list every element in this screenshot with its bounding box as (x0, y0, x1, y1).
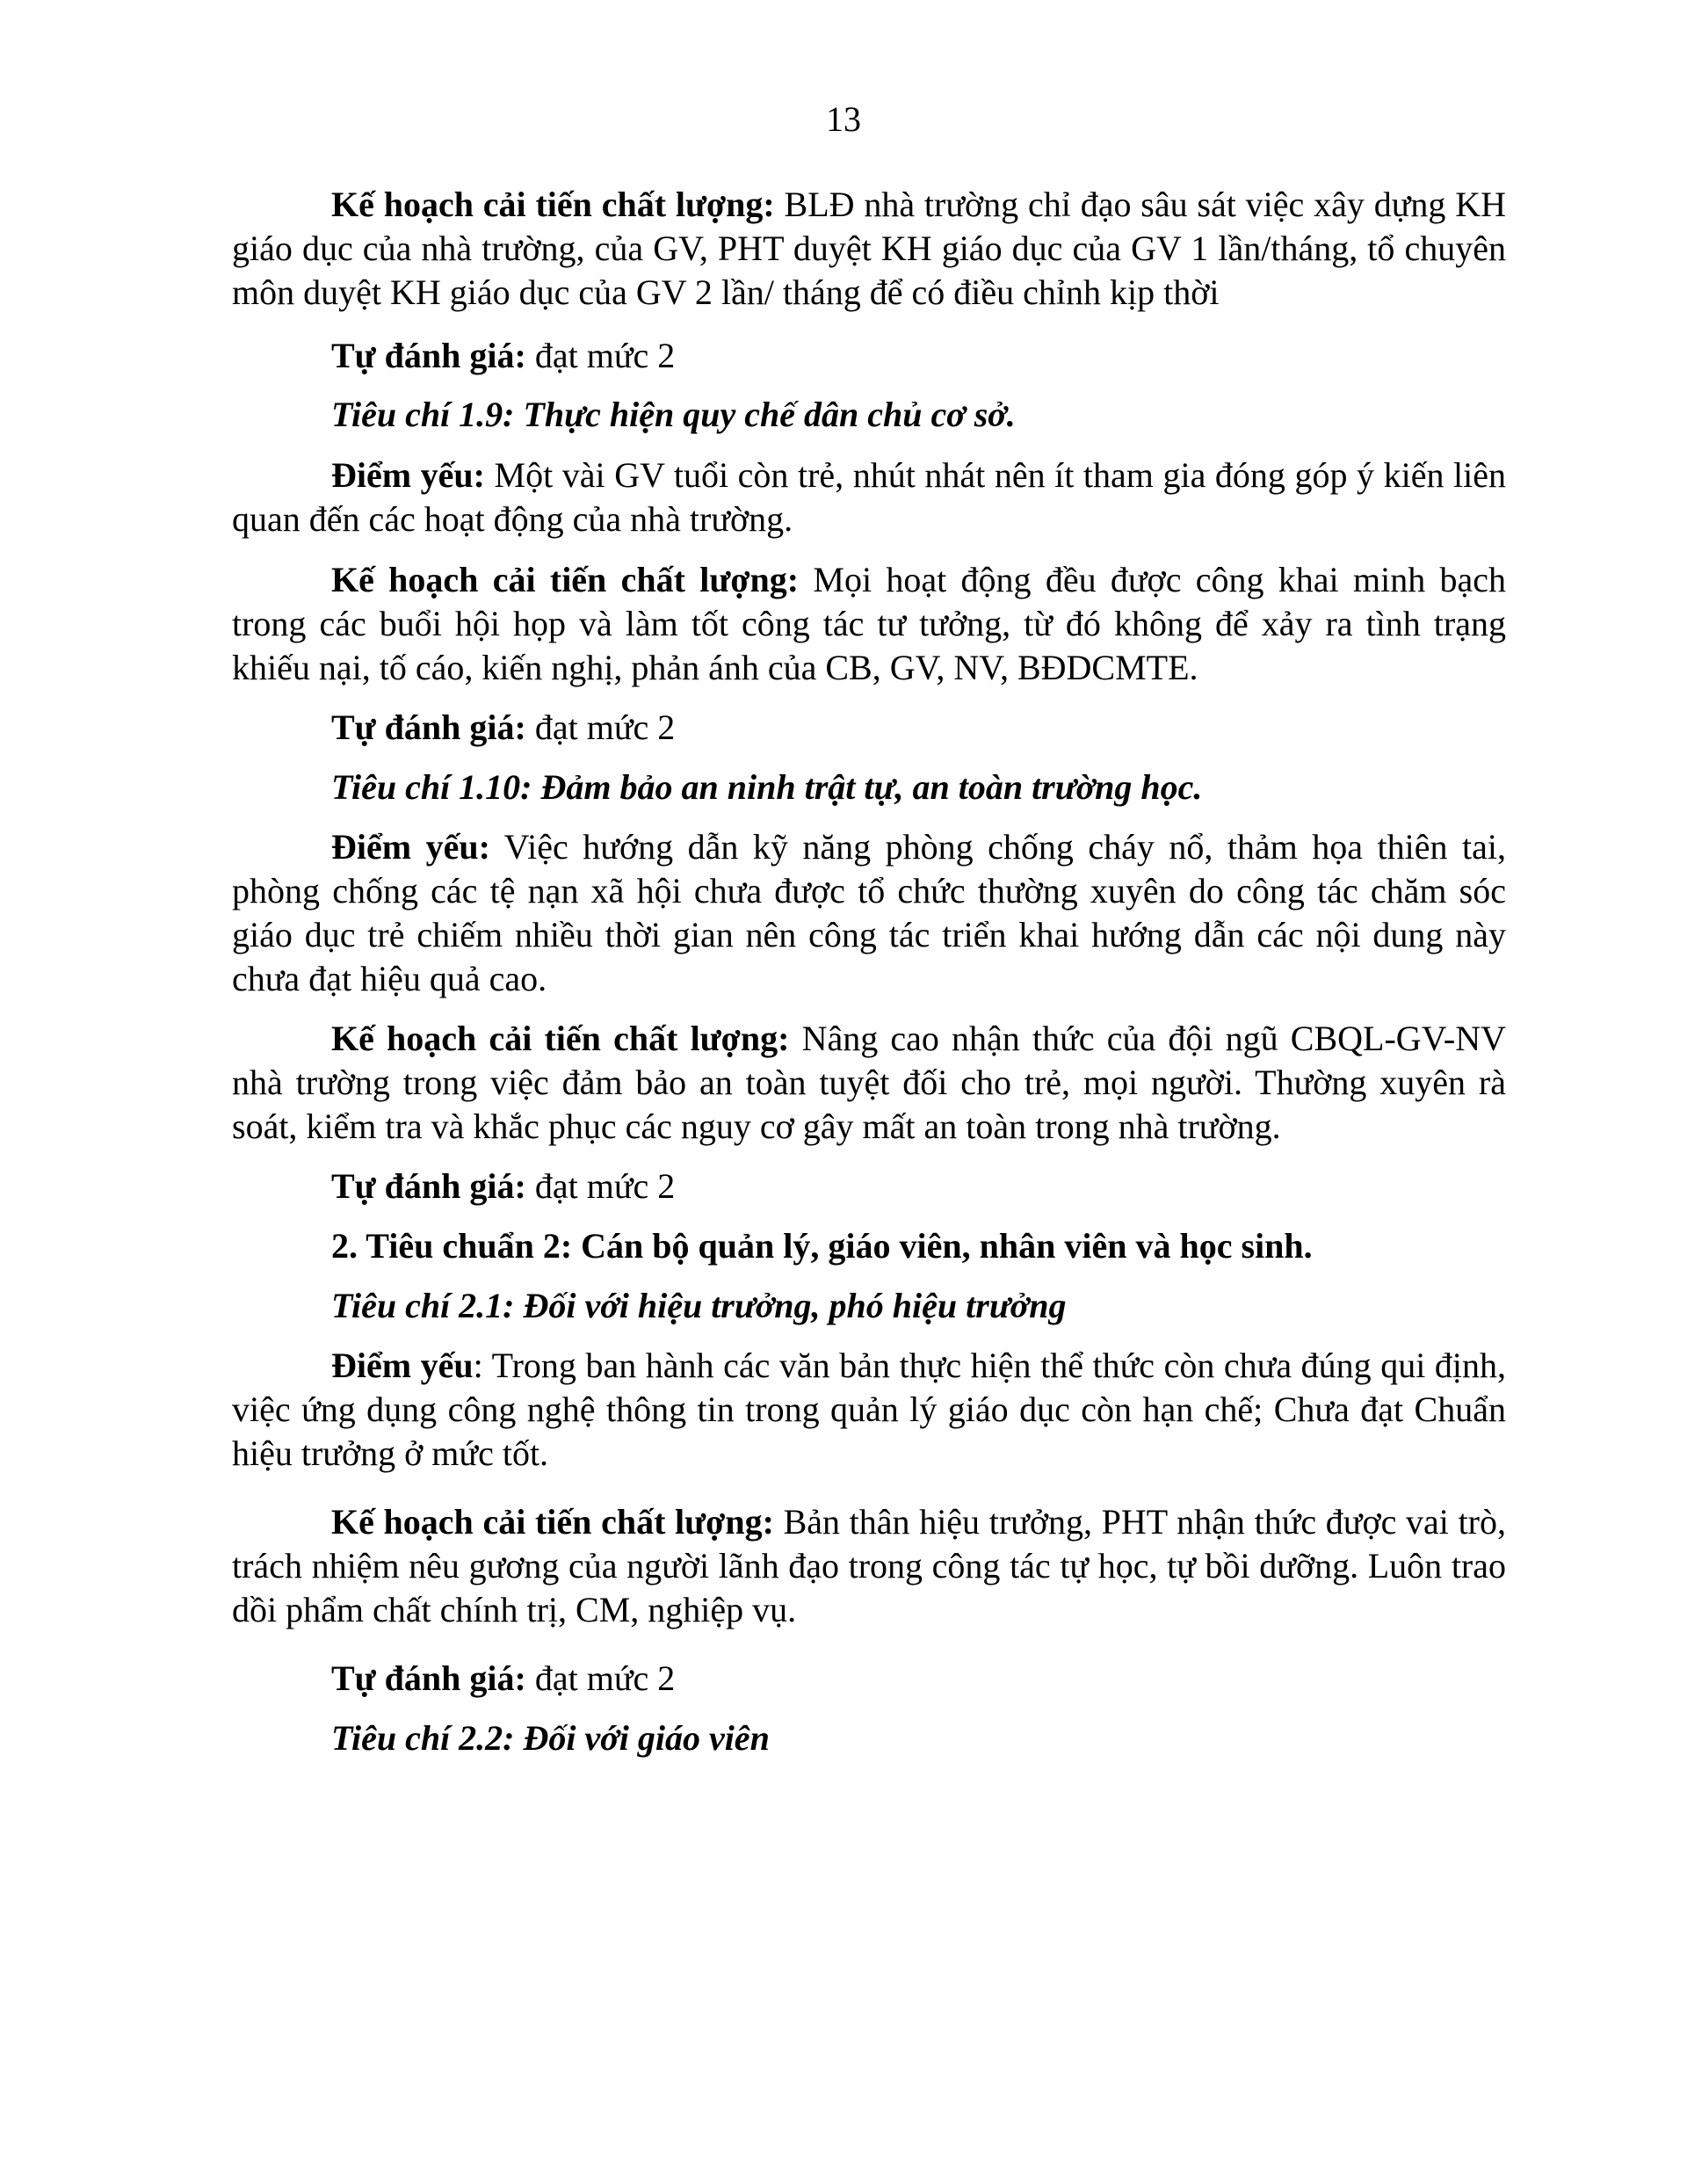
quality-plan-label: Kế hoạch cải tiến chất lượng: (331, 1502, 774, 1542)
self-assessment-label: Tự đánh giá: (331, 1166, 526, 1206)
weakness-text: : Trong ban hành các văn bản thực hiện thể thức còn chưa đúng qui định, việc ứng dụng công nghệ thông tin trong quản lý giáo dục còn hạn chế; Chưa đạt Chuẩn hiệu trưởng ở mức tốt. (232, 1346, 1507, 1473)
self-assessment-value: đạt mức 2 (534, 707, 676, 747)
self-assessment-label: Tự đánh giá: (331, 336, 526, 375)
document-body (232, 183, 1506, 1760)
quality-plan-text: BLĐ nhà trường chỉ đạo sâu sát việc xây dựng KH giáo dục của nhà trường, của GV, PHT duyệt KH giáo dục của GV 1 lần/tháng, tổ chuyên môn duyệt KH giáo dục của GV 2 lần/ tháng để có điều chỉnh kịp thời (232, 185, 1506, 312)
weakness-text: Việc hướng dẫn kỹ năng phòng chống cháy nổ, thảm họa thiên tai, phòng chống các tệ nạn xã hội chưa được tổ chức thường xuyên do công tác chăm sóc giáo dục trẻ chiếm nhiều thời gian nên công tác triển khai hướng dẫn các nội dung này chưa đạt hiệu quả cao. (232, 827, 1506, 998)
self-assessment-value: đạt mức 2 (534, 336, 676, 375)
quality-plan-2-1 (232, 1500, 1506, 1632)
self-assessment-label: Tự đánh giá: (331, 707, 526, 747)
quality-plan-text: Mọi hoạt động đều được công khai minh bạch trong các buổi hội họp và làm tốt công tác tư tưởng, từ đó không để xảy ra tình trạng khiếu nại, tố cáo, kiến nghị, phản ánh của CB, GV, NV, BĐDCMTE. (232, 560, 1507, 687)
weakness-2-1 (232, 1344, 1506, 1476)
self-assessment-value: đạt mức 2 (534, 1166, 676, 1206)
quality-plan-text: Bản thân hiệu trưởng, PHT nhận thức được vai trò, trách nhiệm nêu gương của người lãnh đạo trong công tác tự học, tự bồi dưỡng. Luôn trao dồi phẩm chất chính trị, CM, nghiệp vụ. (232, 1502, 1506, 1629)
standard-2-heading: 2. Tiêu chuẩn 2: Cán bộ quản lý, giáo viên, nhân viên và học sinh. (331, 1226, 1313, 1266)
weakness-1-10 (232, 825, 1506, 1001)
criterion-2-1-heading: Tiêu chí 2.1: Đối với hiệu trưởng, phó hiệu trưởng (331, 1286, 1067, 1325)
weakness-1-9 (232, 453, 1506, 541)
weakness-text: Một vài GV tuổi còn trẻ, nhút nhát nên ít tham gia đóng góp ý kiến liên quan đến các hoạt động của nhà trường. (232, 455, 1507, 539)
quality-plan-1-9 (232, 558, 1506, 690)
quality-plan-text: Nâng cao nhận thức của đội ngũ CBQL-GV-NV nhà trường trong việc đảm bảo an toàn tuyệt đối cho trẻ, mọi người. Thường xuyên rà soát, kiểm tra và khắc phục các nguy cơ gây mất an toàn trong nhà trường. (232, 1019, 1507, 1146)
self-assessment-1-9 (232, 706, 1506, 750)
self-assessment-value: đạt mức 2 (534, 1658, 676, 1698)
self-assessment-2-1 (232, 1657, 1506, 1701)
criterion-1-9-heading: Tiêu chí 1.9: Thực hiện quy chế dân chủ cơ sở. (331, 395, 1016, 434)
page-number: 13 (826, 99, 861, 139)
quality-plan-1-8 (232, 183, 1506, 315)
self-assessment-1-10 (232, 1165, 1506, 1208)
quality-plan-label: Kế hoạch cải tiến chất lượng: (331, 1019, 790, 1058)
self-assessment-label: Tự đánh giá: (331, 1658, 526, 1698)
criterion-2-2-heading: Tiêu chí 2.2: Đối với giáo viên (331, 1718, 770, 1758)
weakness-label: Điểm yếu: (331, 455, 485, 495)
quality-plan-1-10 (232, 1017, 1506, 1149)
criterion-1-10-heading: Tiêu chí 1.10: Đảm bảo an ninh trật tự, an toàn trường học. (331, 767, 1203, 807)
quality-plan-label: Kế hoạch cải tiến chất lượng: (331, 560, 800, 599)
weakness-label: Điểm yếu: (331, 827, 490, 867)
weakness-label: Điểm yếu (331, 1346, 474, 1385)
self-assessment-1-8 (232, 334, 1506, 378)
quality-plan-label: Kế hoạch cải tiến chất lượng: (331, 185, 775, 224)
